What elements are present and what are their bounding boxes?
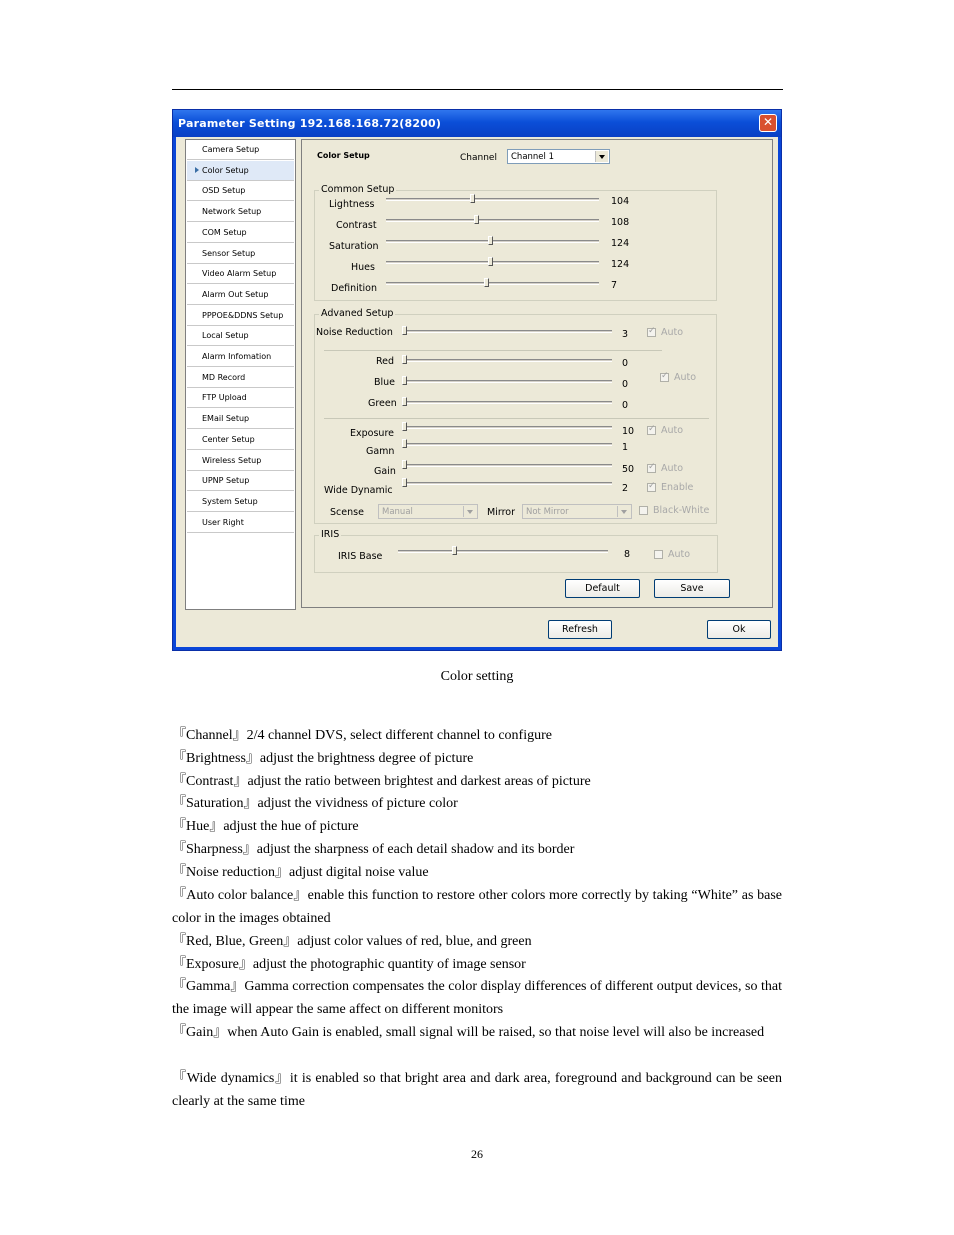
common-row-value: 104	[611, 196, 630, 207]
common-row-value: 7	[611, 280, 618, 291]
common-row-thumb[interactable]	[484, 278, 489, 287]
chevron-down-icon[interactable]	[595, 151, 608, 162]
nav-item-label: Center Setup	[202, 434, 255, 444]
common-row-label: Lightness	[329, 199, 375, 210]
red-thumb[interactable]	[402, 355, 407, 364]
channel-select-value: Channel 1	[511, 152, 555, 162]
common-row-label: Saturation	[329, 241, 379, 252]
common-row-slider[interactable]	[386, 198, 599, 201]
exposure-auto-checkbox[interactable]	[647, 426, 656, 435]
selected-arrow-icon	[195, 167, 199, 173]
nav-item-label: OSD Setup	[202, 186, 246, 196]
noise-reduction-value: 3	[622, 329, 629, 340]
header-rule	[172, 89, 783, 90]
nav-item-label: System Setup	[202, 496, 258, 506]
divider	[324, 418, 709, 419]
common-row-slider[interactable]	[386, 282, 599, 285]
noise-reduction-thumb[interactable]	[402, 326, 407, 335]
gamma-value: 1	[622, 442, 629, 453]
exposure-label: Exposure	[350, 428, 394, 439]
color-balance-auto-label: Auto	[674, 372, 697, 383]
mirror-select[interactable]	[522, 504, 632, 519]
common-row-thumb[interactable]	[488, 257, 493, 266]
parameter-setting-dialog	[172, 109, 782, 651]
nav-item-label: Sensor Setup	[202, 248, 256, 258]
nav-item-label: Video Alarm Setup	[202, 269, 277, 279]
gain-auto-label: Auto	[661, 463, 684, 474]
wide-dynamic-enable-label: Enable	[661, 482, 694, 493]
wide-dynamic-label: Wide Dynamic	[324, 485, 393, 496]
wide-dynamic-enable-checkbox[interactable]	[647, 483, 656, 492]
blue-slider[interactable]	[402, 380, 612, 383]
blue-thumb[interactable]	[402, 376, 407, 385]
nav-item[interactable]	[187, 326, 294, 346]
noise-auto-label: Auto	[661, 327, 684, 338]
black-white-label: Black-White	[653, 505, 710, 516]
nav-item-label: EMail Setup	[202, 414, 250, 424]
close-icon[interactable]: ✕	[759, 114, 777, 132]
scense-label: Scense	[330, 507, 364, 518]
nav-item[interactable]	[187, 347, 294, 367]
channel-select[interactable]	[507, 149, 610, 164]
save-button[interactable]: Save	[654, 579, 730, 598]
noise-reduction-slider[interactable]	[402, 330, 612, 333]
figure-caption: Color setting	[440, 669, 514, 684]
gamma-slider[interactable]	[402, 443, 612, 446]
nav-item-label: MD Record	[202, 372, 246, 382]
body-paragraph: 『Noise reduction』adjust digital noise value	[172, 865, 429, 880]
common-row-value: 124	[611, 238, 630, 249]
nav-item-label: Alarm Infomation	[202, 352, 272, 361]
ok-button[interactable]: Ok	[707, 620, 771, 639]
nav-item[interactable]	[187, 492, 294, 512]
body-paragraph: 『Gamma』Gamma correction compensates the color display differences of different output devices, so that the image will appear the same affect on different monitors	[172, 979, 782, 1017]
nav-item-label: Alarm Out Setup	[202, 289, 269, 299]
iris-title: IRIS	[321, 529, 340, 540]
dialog-titlebar[interactable]	[173, 110, 781, 137]
common-row-label: Definition	[331, 283, 378, 294]
nav-item-label: Local Setup	[202, 331, 249, 341]
blue-value: 0	[622, 379, 629, 390]
iris-auto-label: Auto	[668, 549, 691, 560]
settings-nav	[185, 139, 296, 610]
body-paragraph: 『Channel』2/4 channel DVS, select different channel to configure	[172, 728, 552, 743]
iris-auto-checkbox[interactable]	[654, 550, 663, 559]
nav-item[interactable]	[187, 471, 294, 491]
wide-dynamic-thumb[interactable]	[402, 478, 407, 487]
nav-item[interactable]	[187, 409, 294, 429]
gain-slider[interactable]	[402, 464, 612, 467]
nav-item[interactable]	[187, 388, 294, 408]
exposure-value: 10	[622, 426, 635, 437]
nav-item[interactable]	[187, 285, 294, 305]
green-thumb[interactable]	[402, 397, 407, 406]
blue-label: Blue	[374, 377, 396, 388]
body-paragraph: 『Sharpness』adjust the sharpness of each detail shadow and its border	[172, 842, 575, 857]
divider	[324, 350, 662, 351]
scense-select-value: Manual	[382, 507, 413, 517]
green-value: 0	[622, 400, 629, 411]
scense-select[interactable]	[378, 504, 478, 519]
nav-item-label: PPPOE&DDNS Setup	[202, 310, 284, 320]
exposure-slider[interactable]	[402, 426, 612, 429]
body-paragraph: 『Wide dynamics』it is enabled so that bright area and dark area, foreground and background can be seen clearly at the same time	[172, 1071, 782, 1109]
wide-dynamic-value: 2	[622, 483, 629, 494]
gain-value: 50	[622, 464, 635, 475]
nav-item[interactable]	[187, 223, 294, 243]
default-button[interactable]: Default	[565, 579, 640, 598]
chevron-down-icon[interactable]	[617, 506, 630, 517]
gamma-label: Gamn	[366, 446, 395, 457]
common-row-value: 124	[611, 259, 630, 270]
common-setup-title: Common Setup	[321, 184, 395, 195]
body-paragraph: 『Red, Blue, Green』adjust color values of red, blue, and green	[172, 934, 532, 949]
nav-item[interactable]	[187, 451, 294, 471]
iris-base-thumb[interactable]	[452, 546, 457, 555]
nav-item[interactable]	[187, 513, 294, 533]
body-paragraph: 『Gain』when Auto Gain is enabled, small signal will be raised, so that noise level will also be increased	[172, 1025, 765, 1040]
color-balance-auto-checkbox[interactable]	[660, 373, 669, 382]
iris-base-slider[interactable]	[398, 550, 608, 553]
dialog-client	[176, 137, 778, 647]
page-number: 26	[471, 1147, 483, 1161]
refresh-button[interactable]: Refresh	[548, 620, 612, 639]
dialog-title: Parameter Setting 192.168.168.72(8200)	[178, 117, 442, 130]
nav-item-label: Camera Setup	[202, 145, 260, 154]
gamma-thumb[interactable]	[402, 439, 407, 448]
nav-item-label: Wireless Setup	[202, 455, 262, 465]
nav-item[interactable]	[187, 202, 294, 222]
common-row-slider[interactable]	[386, 219, 599, 222]
gain-auto-checkbox[interactable]	[647, 464, 656, 473]
gain-label: Gain	[374, 466, 396, 477]
nav-item-label: User Right	[202, 517, 244, 527]
body-paragraph: 『Auto color balance』enable this function to restore other colors more correctly by taking “White” as base color in the images obtained	[172, 888, 782, 926]
gain-thumb[interactable]	[402, 460, 407, 469]
nav-item[interactable]	[187, 368, 294, 388]
advanced-setup-title: Advaned Setup	[321, 308, 394, 319]
nav-item[interactable]	[187, 306, 294, 326]
exposure-auto-label: Auto	[661, 425, 684, 436]
green-label: Green	[368, 398, 397, 409]
common-row-thumb[interactable]	[470, 194, 475, 203]
nav-item-label: Network Setup	[202, 207, 262, 217]
green-slider[interactable]	[402, 401, 612, 404]
iris-base-label: IRIS Base	[338, 551, 383, 562]
mirror-label: Mirror	[487, 507, 515, 518]
common-row-label: Hues	[351, 262, 375, 273]
nav-item[interactable]	[187, 140, 294, 160]
chevron-down-icon[interactable]	[463, 506, 476, 517]
nav-item-label: FTP Upload	[202, 393, 247, 403]
nav-item-label: COM Setup	[202, 227, 247, 237]
red-label: Red	[376, 356, 395, 367]
common-row-thumb[interactable]	[488, 236, 493, 245]
mirror-select-value: Not Mirror	[526, 507, 569, 517]
body-paragraph: 『Hue』adjust the hue of picture	[172, 819, 359, 834]
common-row-thumb[interactable]	[474, 215, 479, 224]
nav-item[interactable]	[187, 264, 294, 284]
exposure-thumb[interactable]	[402, 422, 407, 431]
color-setup-panel	[301, 139, 773, 608]
noise-reduction-label: Noise Reduction	[316, 327, 393, 338]
black-white-checkbox[interactable]	[639, 506, 648, 515]
noise-auto-checkbox[interactable]	[647, 328, 656, 337]
nav-item-label: Color Setup	[202, 165, 249, 175]
nav-item-label: UPNP Setup	[202, 476, 250, 486]
channel-label: Channel	[460, 153, 497, 163]
body-paragraph: 『Saturation』adjust the vividness of picture color	[172, 796, 458, 811]
body-paragraph: 『Brightness』adjust the brightness degree of picture	[172, 751, 474, 766]
iris-base-value: 8	[624, 549, 631, 560]
nav-item[interactable]	[187, 430, 294, 450]
body-paragraph: 『Exposure』adjust the photographic quantity of image sensor	[172, 957, 526, 972]
common-row-label: Contrast	[336, 220, 377, 231]
section-title: Color Setup	[317, 151, 370, 160]
nav-item[interactable]	[187, 244, 294, 264]
body-paragraph: 『Contrast』adjust the ratio between brightest and darkest areas of picture	[172, 774, 591, 789]
red-slider[interactable]	[402, 359, 612, 362]
nav-item[interactable]	[187, 161, 294, 181]
nav-item[interactable]	[187, 181, 294, 201]
red-value: 0	[622, 358, 629, 369]
wide-dynamic-slider[interactable]	[402, 482, 612, 485]
common-row-value: 108	[611, 217, 630, 228]
